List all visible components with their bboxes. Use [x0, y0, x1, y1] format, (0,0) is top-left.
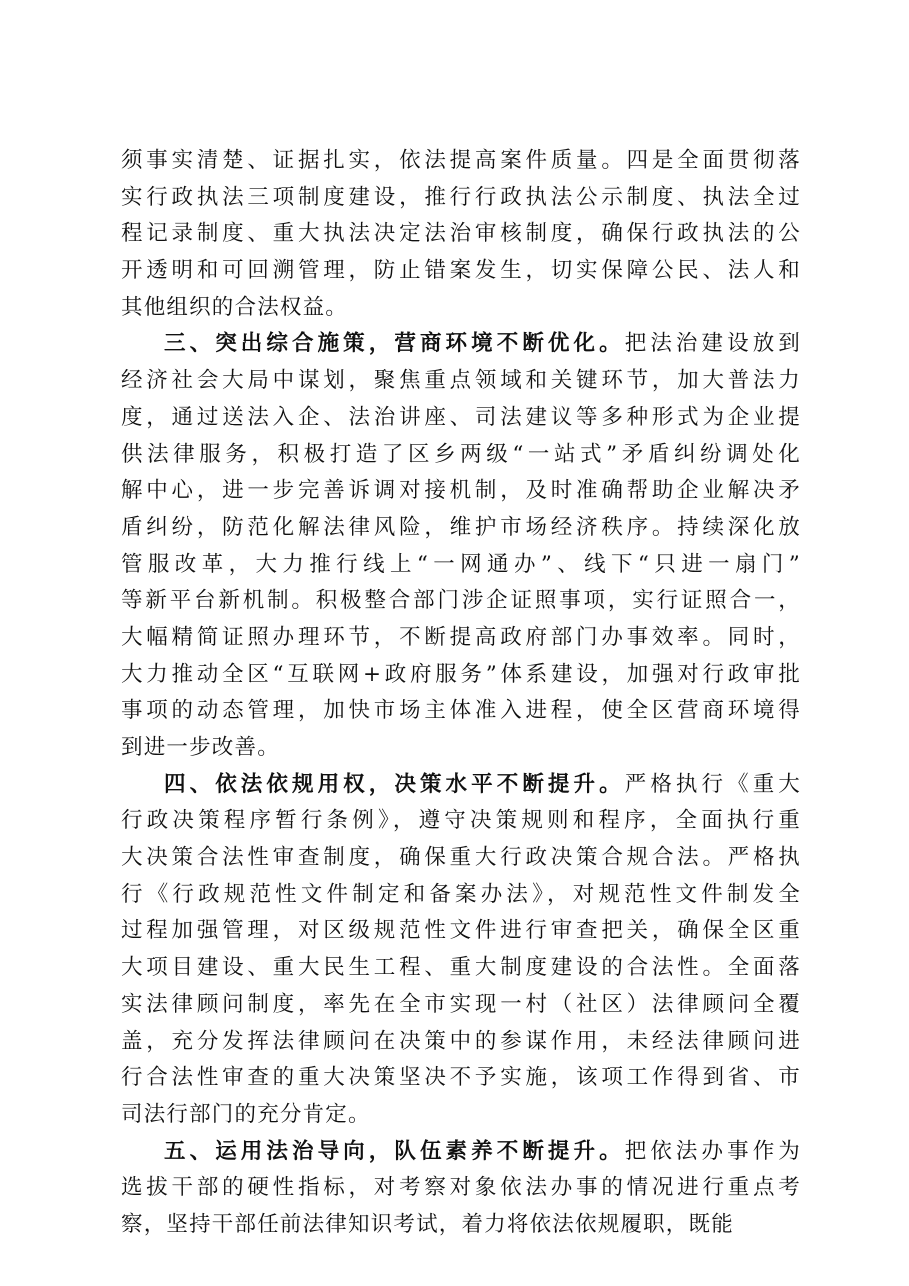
body-text: 盾纠纷，防范化解法律风险，维护市场经济秩序。持续深化放 — [121, 514, 801, 540]
text-line — [121, 180, 801, 217]
body-text: 行政决策程序暂行条例》，遵守决策规则和程序，全面执行重 — [121, 808, 801, 834]
text-line — [121, 510, 801, 547]
body-text: 到进一步改善。 — [121, 735, 280, 760]
text-line — [121, 1097, 801, 1134]
body-text: 大力推动全区“互联网+政府服务”体系建设，加强对行政审批 — [121, 661, 801, 687]
body-text: 察，坚持干部任前法律知识考试，着力将依法依规履职，既能 — [121, 1211, 734, 1237]
body-text: 实法律顾问制度，率先在全市实现一村（社区）法律顾问全覆 — [121, 991, 801, 1017]
text-line — [121, 216, 801, 253]
body-text: 事项的动态管理，加快市场主体准入进程，使全区营商环境得 — [121, 698, 801, 724]
body-text: 程记录制度、重大执法决定法治审核制度，确保行政执法的公 — [121, 221, 801, 247]
section-heading: 五、运用法治导向，队伍素养不断提升。 — [164, 1138, 625, 1164]
body-text: 供法律服务，积极打造了区乡两级“一站式”矛盾纠纷调处化 — [121, 441, 801, 467]
text-line — [121, 547, 801, 584]
body-text: 行《行政规范性文件制定和备案办法》，对规范性文件制发全 — [121, 881, 801, 907]
body-text: 司法行部门的充分肯定。 — [121, 1101, 371, 1127]
text-line — [121, 1207, 801, 1244]
section-heading: 三、突出综合施策，营商环境不断优化。 — [164, 331, 625, 357]
text-line — [121, 473, 801, 510]
body-text: 大项目建设、重大民生工程、重大制度建设的合法性。全面落 — [121, 955, 801, 981]
text-line — [121, 950, 801, 987]
text-line — [121, 657, 801, 694]
body-text: 实行政执法三项制度建设，推行行政执法公示制度、执法全过 — [121, 184, 801, 210]
body-text: 大决策合法性审查制度，确保重大行政决策合规合法。严格执 — [121, 845, 801, 871]
text-line — [121, 253, 801, 290]
section-heading: 四、依法依规用权，决策水平不断提升。 — [164, 771, 625, 797]
text-line — [121, 1134, 801, 1171]
document-body — [121, 143, 801, 1244]
body-text: 选拔干部的硬性指标，对考察对象依法办事的情况进行重点考 — [121, 1175, 801, 1201]
body-text: 行合法性审查的重大决策坚决不予实施，该项工作得到省、市 — [121, 1065, 801, 1091]
text-line — [121, 987, 801, 1024]
text-line — [121, 1060, 801, 1097]
body-text: 管服改革，大力推行线上“一网通办”、线下“只进一扇门” — [121, 551, 801, 577]
text-line — [121, 290, 801, 327]
text-line — [121, 620, 801, 657]
body-text: 等新平台新机制。积极整合部门涉企证照事项，实行证照合一， — [121, 588, 801, 614]
text-line — [121, 767, 801, 804]
text-line — [121, 803, 801, 840]
text-line — [121, 583, 801, 620]
text-line — [121, 400, 801, 437]
body-text: 盖，充分发挥法律顾问在决策中的参谋作用，未经法律顾问进 — [121, 1028, 801, 1054]
body-text: 须事实清楚、证据扎实，依法提高案件质量。四是全面贯彻落 — [121, 148, 801, 173]
text-line — [121, 1024, 801, 1061]
body-text: 过程加强管理，对区级规范性文件进行审查把关，确保全区重 — [121, 918, 801, 944]
body-text: 开透明和可回溯管理，防止错案发生，切实保障公民、法人和 — [121, 258, 801, 284]
body-text: 大幅精简证照办理环节，不断提高政府部门办事效率。同时， — [121, 624, 801, 650]
text-line — [121, 693, 801, 730]
body-text: 其他组织的合法权益。 — [121, 294, 349, 320]
text-line — [121, 877, 801, 914]
text-line — [121, 363, 801, 400]
text-line — [121, 326, 801, 363]
body-text: 严格执行《重大 — [624, 771, 801, 797]
body-text: 度，通过送法入企、法治讲座、司法建议等多种形式为企业提 — [121, 404, 801, 430]
text-line — [121, 1170, 801, 1207]
body-text: 把依法办事作为 — [624, 1138, 801, 1164]
body-text: 解中心，进一步完善诉调对接机制，及时准确帮助企业解决矛 — [121, 478, 801, 504]
text-line — [121, 437, 801, 474]
body-text: 把法治建设放到 — [624, 331, 801, 357]
text-line — [121, 913, 801, 950]
text-line — [121, 143, 801, 180]
text-line — [121, 840, 801, 877]
body-text: 经济社会大局中谋划，聚焦重点领域和关键环节，加大普法力 — [121, 368, 801, 394]
text-line — [121, 730, 801, 767]
